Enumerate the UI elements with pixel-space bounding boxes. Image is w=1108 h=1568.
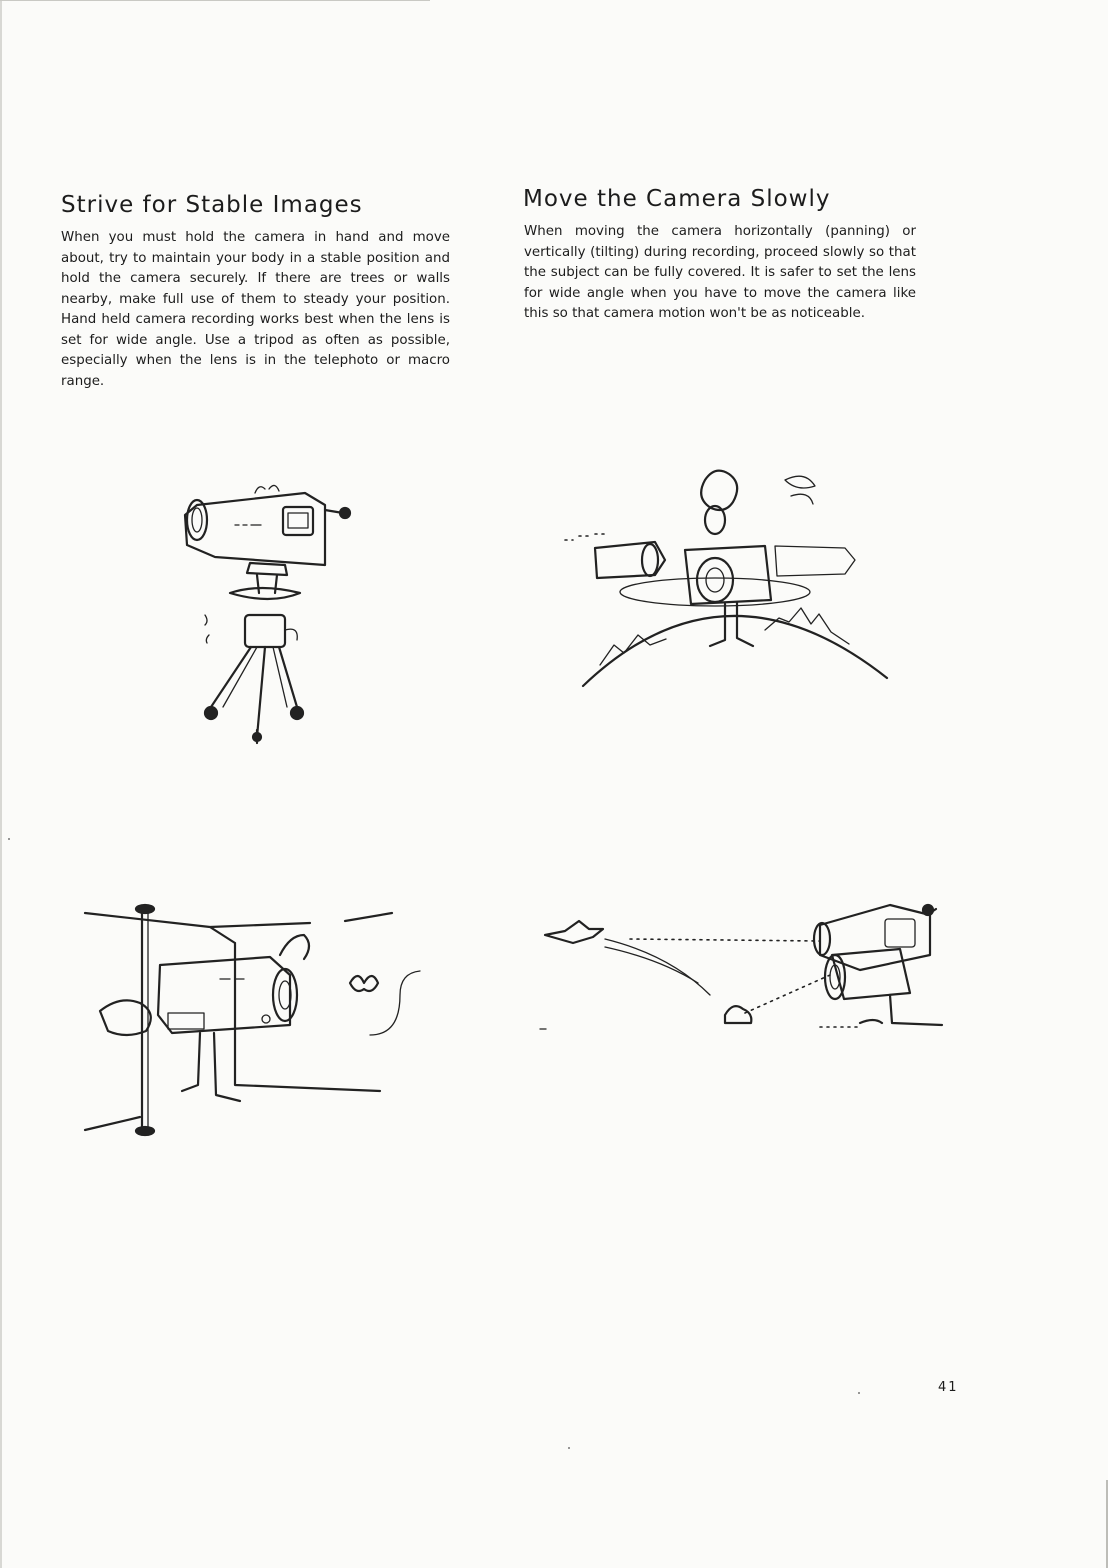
paper-speck bbox=[8, 838, 10, 840]
tripod-camera-illustration bbox=[175, 475, 365, 745]
section-heading-move-slowly: Move the Camera Slowly bbox=[523, 186, 831, 212]
page-number: 41 bbox=[938, 1380, 959, 1395]
paper-speck bbox=[568, 1447, 570, 1449]
pole-brace-illustration bbox=[80, 895, 450, 1145]
tilting-camera-illustration bbox=[530, 895, 950, 1045]
section-body-stable-images: When you must hold the camera in hand and move about, try to maintain your body in a stable position and hold the camera securely. If there are trees or walls nearby, make full use of them to steady your position. Hand held camera recording works best when the lens is set for wide angle. Use a tripod as often as possible, especially when the lens is in the telephoto or macro range. bbox=[61, 230, 450, 389]
paper-speck bbox=[858, 1392, 860, 1394]
section-heading-stable-images: Strive for Stable Images bbox=[61, 192, 363, 218]
page-edge bbox=[0, 0, 430, 1]
page-edge bbox=[0, 0, 2, 1568]
panning-camera-illustration bbox=[555, 450, 895, 700]
section-body-move-slowly: When moving the camera horizontally (panning) or vertically (tilting) during recording, proceed slowly so that the subject can be fully covered. It is safer to set the lens for wide angle when you have to move the camera like this so that camera motion won't be as noticeable. bbox=[524, 224, 916, 321]
